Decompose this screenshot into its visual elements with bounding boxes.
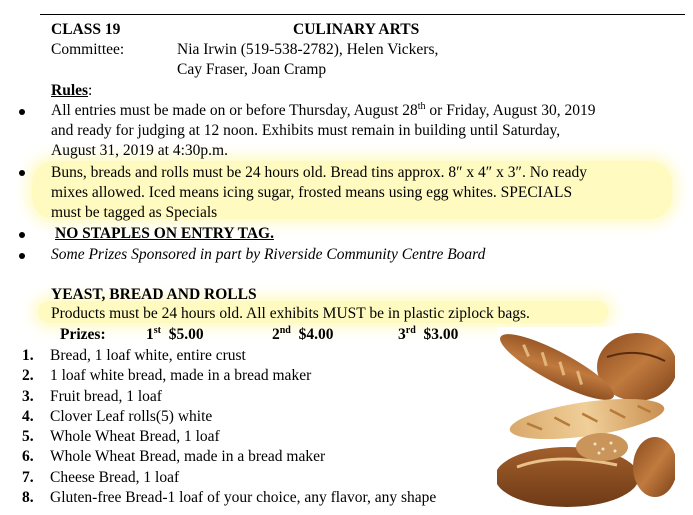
prizes-label: Prizes: <box>60 326 106 343</box>
prize-first <box>146 325 204 345</box>
rule-2-line-3: must be tagged as Specials <box>51 204 218 221</box>
entry-number: 5. <box>22 428 34 446</box>
entry-text: Fruit bread, 1 loaf <box>50 387 162 405</box>
prize-first-place: 1 <box>146 326 154 343</box>
entry-text: Gluten-free Bread-1 loaf of your choice, any flavor, any shape <box>50 489 437 507</box>
prize-second-place: 2 <box>272 326 280 343</box>
entry-text: 1 loaf white bread, made in a bread maker <box>50 367 312 385</box>
rule-1-text-a: All entries must be made on or before Thursday, August 28 <box>51 102 418 119</box>
entry-text: Whole Wheat Bread, 1 loaf <box>50 428 220 446</box>
rules-heading-colon: : <box>88 82 93 99</box>
entry-text: Bread, 1 loaf white, entire crust <box>50 347 246 364</box>
rule-4: Some Prizes Sponsored in part by Riverside Community Centre Board <box>51 246 486 263</box>
rules-heading-text: Rules <box>51 82 89 99</box>
prize-third-amount: $3.00 <box>423 326 459 343</box>
prize-first-sup: st <box>153 325 161 336</box>
rule-1-text-b: or Friday, August 30, 2019 <box>425 102 596 119</box>
class-label: CLASS 19 <box>51 21 121 38</box>
entry-number: 3. <box>22 387 34 405</box>
rule-1-sup: th <box>417 101 426 112</box>
entry-text: Clover Leaf rolls(5) white <box>50 407 213 425</box>
entry-text: Cheese Bread, 1 loaf <box>50 468 180 486</box>
prize-second-amount: $4.00 <box>298 326 334 343</box>
rule-2-line-1: Buns, breads and rolls must be 24 hours old. Bread tins approx. 8″ x 4″ x 3″. No ready <box>51 164 587 181</box>
entry-number: 8. <box>22 489 34 507</box>
entry-text: Whole Wheat Bread, made in a bread maker <box>50 448 326 466</box>
bullet <box>19 232 25 238</box>
bread-roll <box>633 437 675 497</box>
committee-line-1: Nia Irwin (519-538-2782), Helen Vickers, <box>177 41 439 58</box>
rules-heading <box>51 81 92 101</box>
prize-third-place: 3 <box>398 326 406 343</box>
rule-1-line-2: and ready for judging at 12 noon. Exhibits must remain in building until Saturday, <box>51 122 561 139</box>
prize-third <box>398 325 458 345</box>
entry-number: 2. <box>22 367 34 385</box>
committee-label: Committee: <box>51 41 125 58</box>
prize-first-amount: $5.00 <box>168 326 204 343</box>
bullet <box>19 170 25 176</box>
rule-1-line-3: August 31, 2019 at 4:30p.m. <box>51 142 228 159</box>
section-note: Products must be 24 hours old. All exhibits MUST be in plastic ziplock bags. <box>51 305 530 322</box>
prize-third-sup: rd <box>405 325 416 336</box>
section-title: YEAST, BREAD AND ROLLS <box>51 286 257 303</box>
rule-2-line-2: mixes allowed. Iced means icing sugar, frosted means using egg whites. SPECIALS <box>51 184 573 201</box>
entry-number: 7. <box>22 468 34 486</box>
rule-3: NO STAPLES ON ENTRY TAG. <box>55 225 274 242</box>
bullet <box>19 109 25 115</box>
committee-line-2: Cay Fraser, Joan Cramp <box>177 61 327 78</box>
prize-second-sup: nd <box>279 325 291 336</box>
category-title: CULINARY ARTS <box>293 21 420 38</box>
entry-number: 1. <box>22 347 34 364</box>
entry-number: 6. <box>22 448 34 466</box>
bullet <box>19 253 25 259</box>
prize-second <box>272 325 334 345</box>
top-rule <box>40 14 685 15</box>
entry-number: 4. <box>22 407 34 425</box>
bread-seeded <box>576 433 628 461</box>
bread-photo <box>497 327 675 507</box>
rule-1-line-1 <box>51 101 595 121</box>
